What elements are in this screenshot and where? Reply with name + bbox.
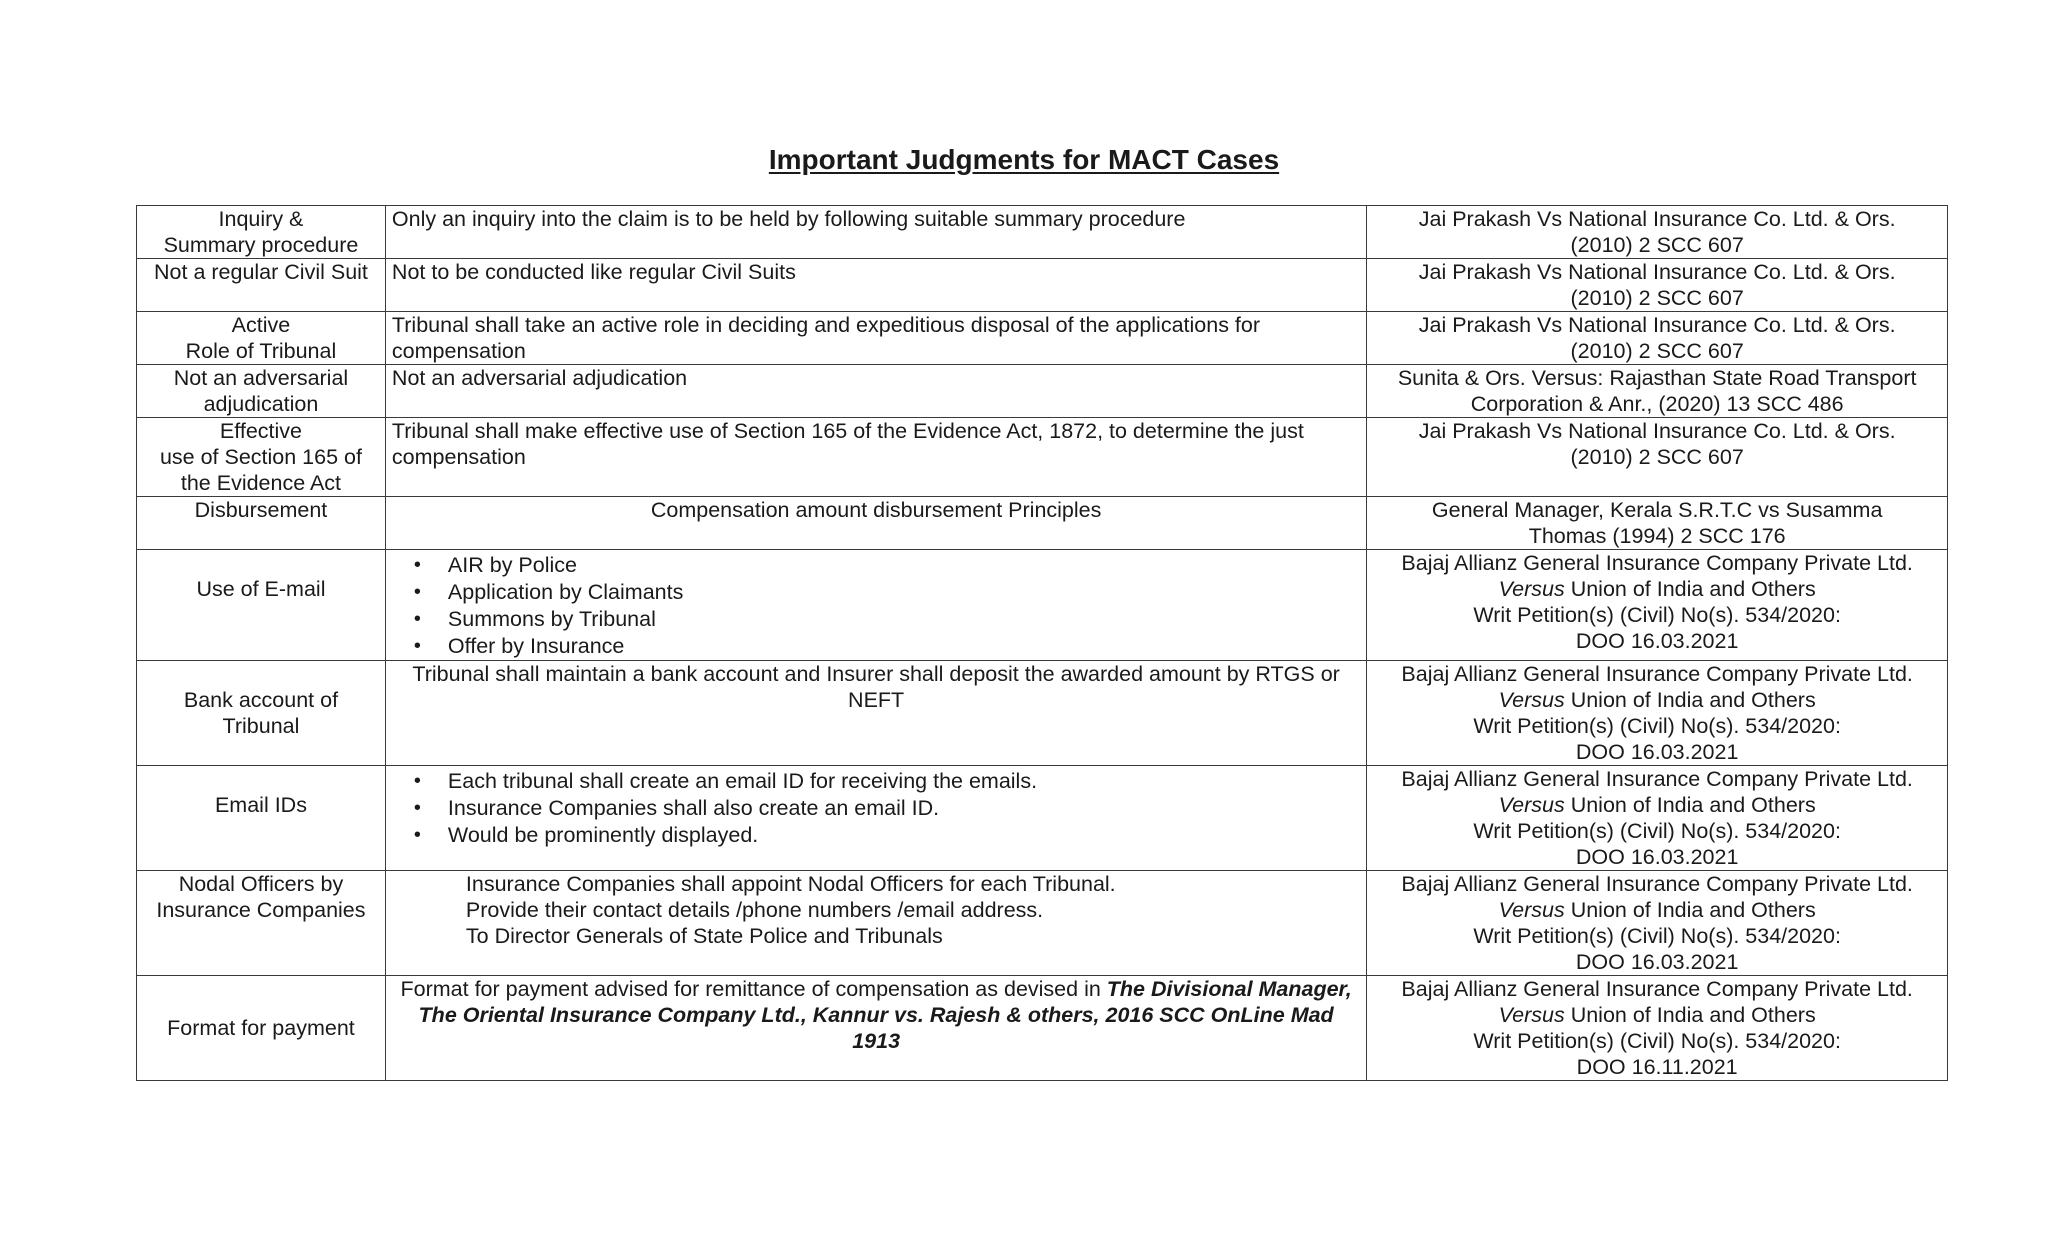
description-cell: Tribunal shall make effective use of Section 165 of the Evidence Act, 1872, to determine the just compensation [385,418,1366,497]
line-list [392,871,1360,949]
citation-cell: Bajaj Allianz General Insurance Company Private Ltd. Versus Union of India and Others Writ Petition(s) (Civil) No(s). 534/2020: DOO 16.03.2021 [1367,661,1948,766]
citation-cell: Bajaj Allianz General Insurance Company Private Ltd. Versus Union of India and Others Writ Petition(s) (Civil) No(s). 534/2020: DOO 16.03.2021 [1367,871,1948,976]
table-row [137,661,1948,766]
citation-cell: Jai Prakash Vs National Insurance Co. Ltd. & Ors. (2010) 2 SCC 607 [1367,418,1948,497]
table-row [137,418,1948,497]
description-cell [385,550,1366,661]
description-cell: Only an inquiry into the claim is to be held by following suitable summary procedure [385,206,1366,259]
list-item: • Would be prominently displayed. [448,822,1360,849]
topic-cell: Not an adversarial adjudication [137,365,386,418]
description-cell: Not an adversarial adjudication [385,365,1366,418]
list-item: To Director Generals of State Police and Tribunals [465,924,943,948]
list-item: Provide their contact details /phone numbers /email address. [465,898,1044,922]
topic-cell: Inquiry & Summary procedure [137,206,386,259]
description-cell: Compensation amount disbursement Principles [385,497,1366,550]
table-row [137,365,1948,418]
topic-cell: Use of E-mail [137,550,386,661]
judgments-table [136,205,1948,1081]
list-item: • AIR by Police [448,552,1360,579]
table-row [137,871,1948,976]
table-row [137,976,1948,1081]
topic-cell: Nodal Officers by Insurance Companies [137,871,386,976]
bullet-list [392,768,1360,849]
topic-cell: Bank account of Tribunal [137,661,386,766]
citation-cell: Bajaj Allianz General Insurance Company Private Ltd. Versus Union of India and Others Writ Petition(s) (Civil) No(s). 534/2020: DOO 16.11.2021 [1367,976,1948,1081]
list-item: • Insurance Companies shall also create an email ID. [448,795,1360,822]
table-row [137,497,1948,550]
list-item: • Offer by Insurance [448,633,1360,660]
bullet-list [392,552,1360,660]
citation-cell: Bajaj Allianz General Insurance Company Private Ltd. Versus Union of India and Others Writ Petition(s) (Civil) No(s). 534/2020: DOO 16.03.2021 [1367,766,1948,871]
table-row [137,766,1948,871]
list-item: • Each tribunal shall create an email ID for receiving the emails. [448,768,1360,795]
list-item: • Application by Claimants [448,579,1360,606]
table-row [137,312,1948,365]
citation-cell: Jai Prakash Vs National Insurance Co. Ltd. & Ors. (2010) 2 SCC 607 [1367,312,1948,365]
table-row [137,550,1948,661]
list-item: • Summons by Tribunal [448,606,1360,633]
topic-cell: Email IDs [137,766,386,871]
cited-case: The Divisional Manager, The Oriental Insurance Company Ltd., Kannur vs. Rajesh & others, 2016 SCC OnLine Mad 1913 [418,977,1352,1053]
description-cell [385,766,1366,871]
table-row [137,206,1948,259]
topic-cell: Not a regular Civil Suit [137,259,386,312]
page-title: Important Judgments for MACT Cases [768,144,1280,175]
topic-cell: Disbursement [137,497,386,550]
description-cell: Format for payment advised for remittance of compensation as devised in The Divisional Manager, The Oriental Insurance Company Ltd., Kannur vs. Rajesh & others, 2016 SCC OnLine Mad 1913 [385,976,1366,1081]
description-cell: Not to be conducted like regular Civil Suits [385,259,1366,312]
list-item: Insurance Companies shall appoint Nodal Officers for each Tribunal. [465,872,1116,896]
citation-cell: Sunita & Ors. Versus: Rajasthan State Road Transport Corporation & Anr., (2020) 13 SCC 486 [1367,365,1948,418]
citation-cell: General Manager, Kerala S.R.T.C vs Susamma Thomas (1994) 2 SCC 176 [1367,497,1948,550]
description-cell: Tribunal shall maintain a bank account and Insurer shall deposit the awarded amount by RTGS or NEFT [385,661,1366,766]
topic-cell: Active Role of Tribunal [137,312,386,365]
description-cell: Tribunal shall take an active role in deciding and expeditious disposal of the applications for compensation [385,312,1366,365]
table-row [137,259,1948,312]
citation-cell: Jai Prakash Vs National Insurance Co. Ltd. & Ors. (2010) 2 SCC 607 [1367,259,1948,312]
citation-cell: Jai Prakash Vs National Insurance Co. Ltd. & Ors. (2010) 2 SCC 607 [1367,206,1948,259]
citation-cell: Bajaj Allianz General Insurance Company Private Ltd. Versus Union of India and Others Writ Petition(s) (Civil) No(s). 534/2020: DOO 16.03.2021 [1367,550,1948,661]
description-cell [385,871,1366,976]
topic-cell: Effective use of Section 165 of the Evidence Act [137,418,386,497]
topic-cell: Format for payment [137,976,386,1081]
